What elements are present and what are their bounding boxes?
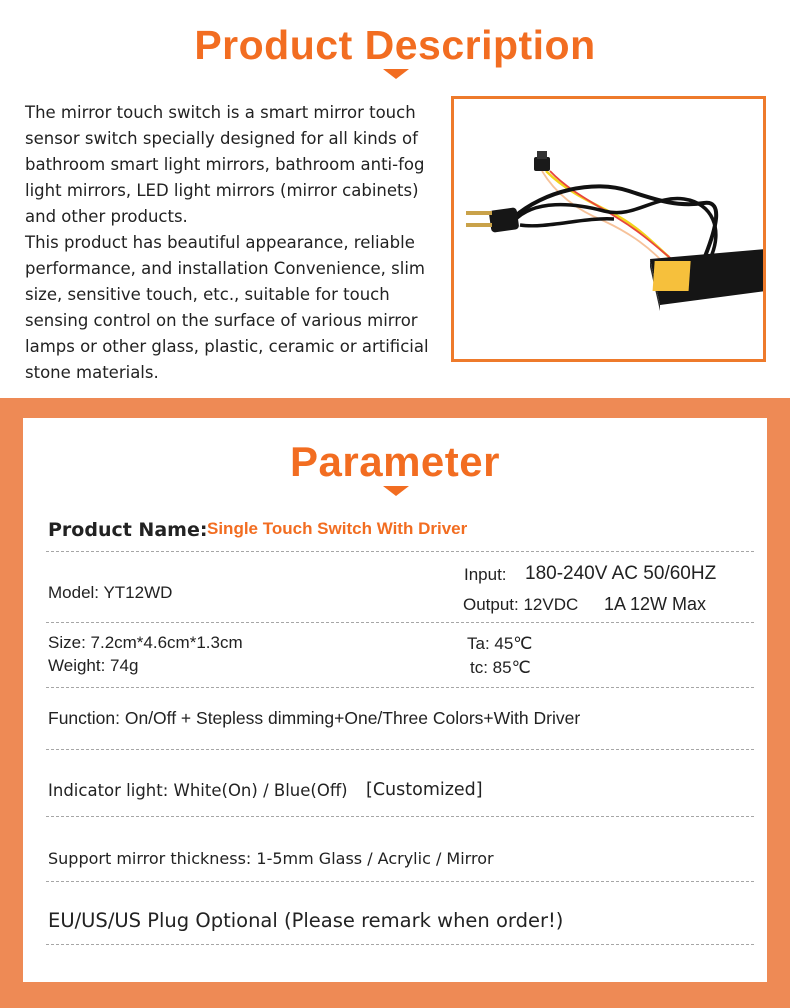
tc-text: tc: 85℃ xyxy=(470,658,531,677)
model-text: Model: YT12WD xyxy=(48,583,173,602)
plug-text: EU/US/US Plug Optional (Please remark when order!) xyxy=(48,909,564,932)
description-heading xyxy=(0,22,790,69)
desc-line: size, sensitive touch, etc., suitable for touch xyxy=(25,285,390,304)
indicator-note: [Customized] xyxy=(366,780,483,800)
description-title: Product Description xyxy=(194,22,596,68)
description-text xyxy=(25,100,445,386)
input-value: 180-240V AC 50/60HZ xyxy=(525,563,717,584)
row-divider xyxy=(46,816,754,817)
row-divider xyxy=(46,881,754,882)
description-paragraph-2 xyxy=(25,230,445,386)
size-text: Size: 7.2cm*4.6cm*1.3cm xyxy=(48,633,243,652)
caret-down-icon xyxy=(383,69,409,79)
output-value: 1A 12W Max xyxy=(604,594,707,614)
function-text: Function: On/Off + Stepless dimming+One/Three Colors+With Driver xyxy=(48,708,581,728)
desc-line: and other products. xyxy=(25,207,188,226)
desc-line: light mirrors, LED light mirrors (mirror cabinets) xyxy=(25,181,419,200)
touch-switch-illustration xyxy=(454,99,763,359)
desc-line: This product has beautiful appearance, reliable xyxy=(25,233,415,252)
description-paragraph-1 xyxy=(25,100,445,230)
row-divider xyxy=(46,622,754,623)
desc-line: sensing control on the surface of various mirror xyxy=(25,311,418,330)
output-label: Output: 12VDC xyxy=(463,595,579,614)
parameter-panel xyxy=(23,418,767,982)
row-divider xyxy=(46,687,754,688)
row-divider xyxy=(46,749,754,750)
desc-line: The mirror touch switch is a smart mirror touch xyxy=(25,103,416,122)
caret-down-icon xyxy=(383,486,409,496)
product-photo xyxy=(451,96,766,362)
row-divider xyxy=(46,551,754,552)
row-divider xyxy=(46,944,754,945)
parameter-heading xyxy=(0,438,790,486)
parameter-title: Parameter xyxy=(290,438,500,485)
product-name-value: Single Touch Switch With Driver xyxy=(207,519,468,538)
indicator-text: Indicator light: White(On) / Blue(Off) xyxy=(48,781,348,800)
desc-line: bathroom smart light mirrors, bathroom anti-fog xyxy=(25,155,425,174)
thickness-text: Support mirror thickness: 1-5mm Glass / Acrylic / Mirror xyxy=(48,849,494,868)
desc-line: lamps or other glass, plastic, ceramic or artificial xyxy=(25,337,429,356)
desc-line: performance, and installation Convenience, slim xyxy=(25,259,425,278)
ta-text: Ta: 45℃ xyxy=(467,634,533,653)
desc-line: sensor switch specially designed for all kinds of xyxy=(25,129,418,148)
input-label: Input: xyxy=(464,565,507,584)
product-name-label: Product Name: xyxy=(48,519,208,541)
weight-text: Weight: 74g xyxy=(48,656,139,675)
desc-line: stone materials. xyxy=(25,363,159,382)
